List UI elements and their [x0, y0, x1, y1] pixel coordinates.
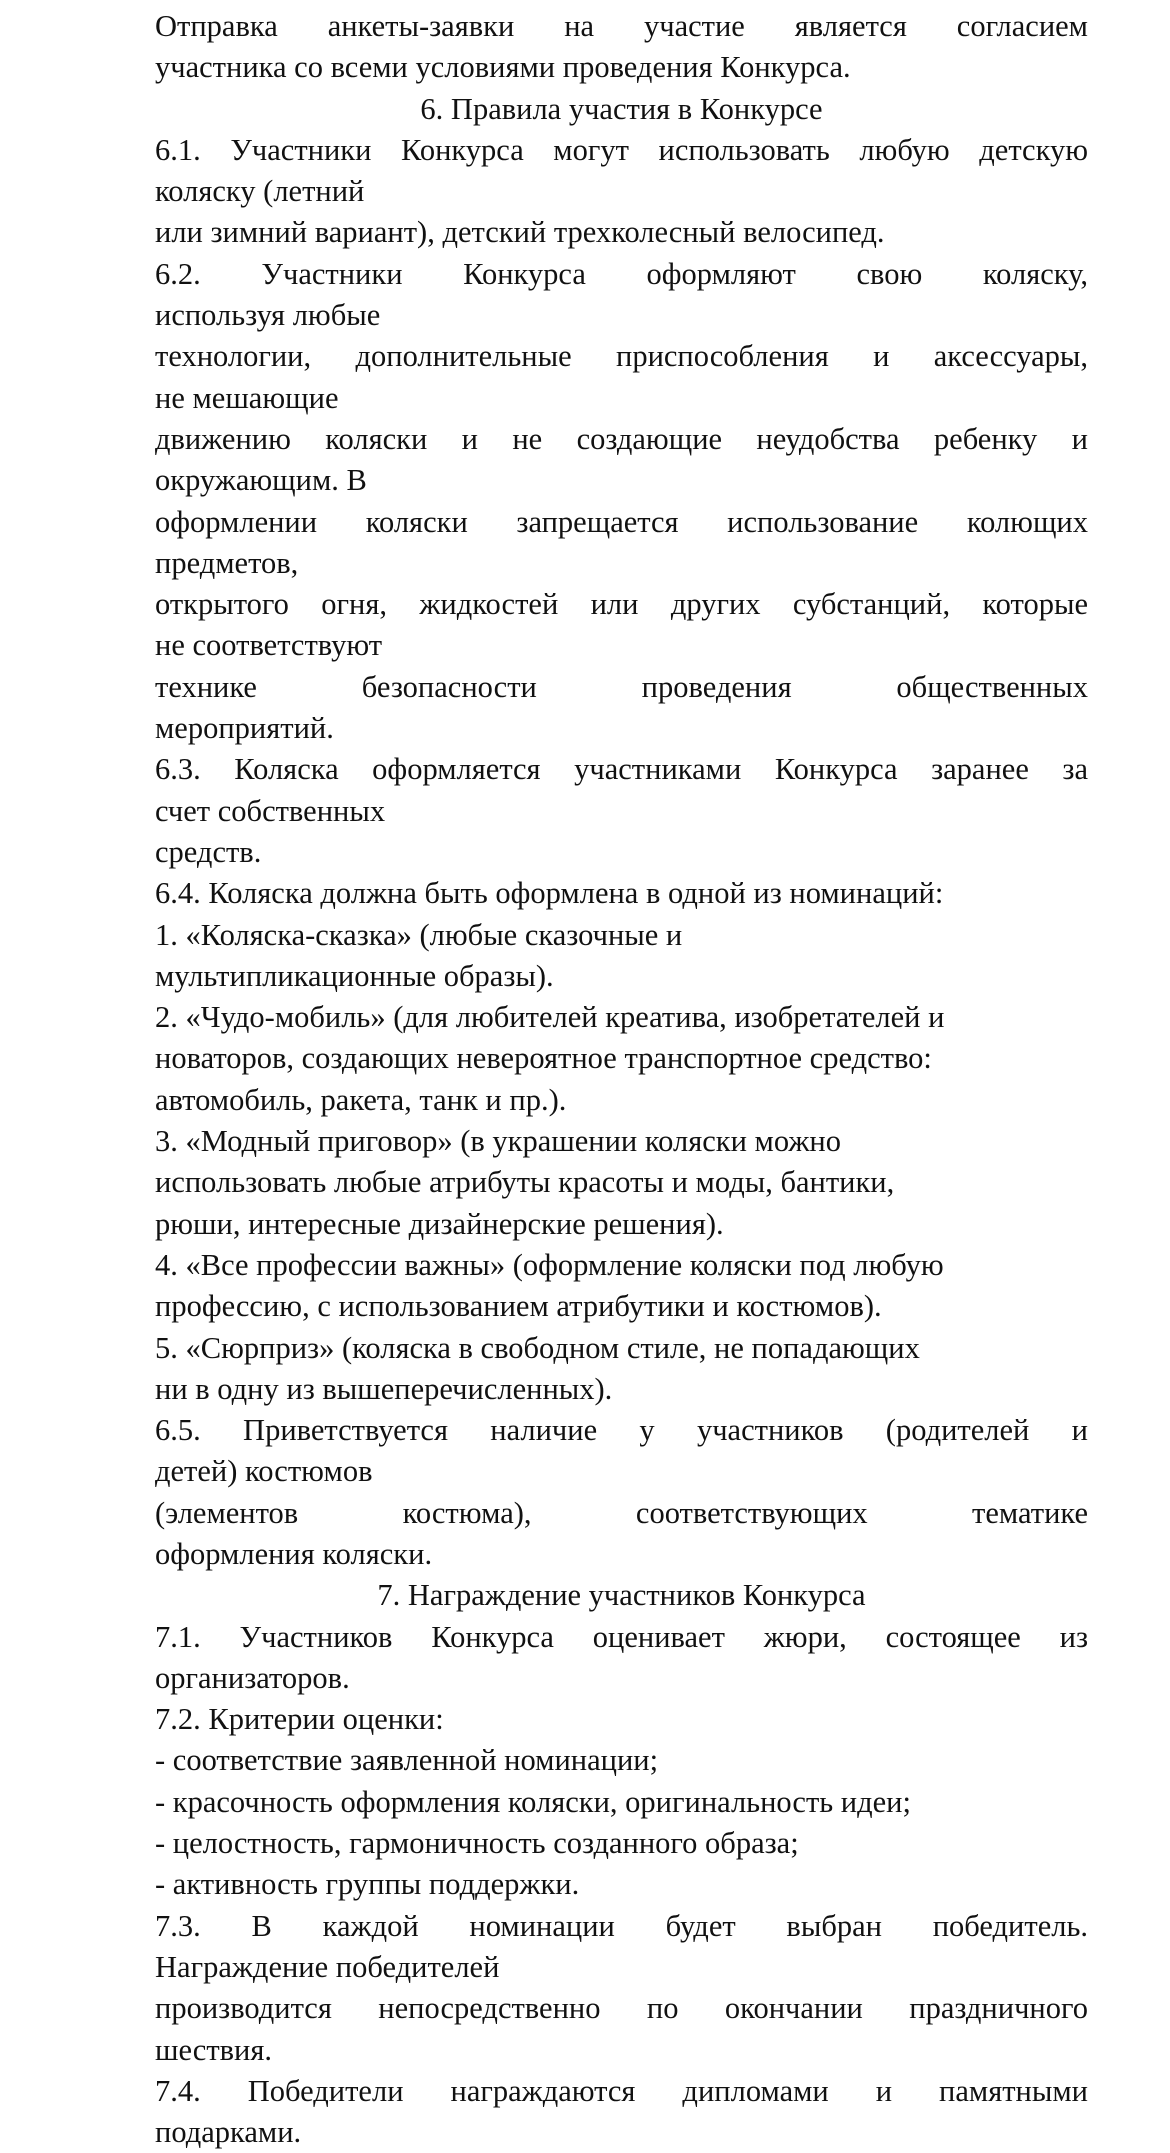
text-line: технике безопасности проведения общественных [155, 669, 1088, 704]
text-line: 7.1. Участников Конкурса оценивает жюри, состоящее из [155, 1619, 1088, 1654]
text-line: автомобиль, ракета, танк и пр.). [155, 1082, 567, 1117]
text-line: 7.2. Критерии оценки: [155, 1702, 444, 1737]
section-heading: 7. Награждение участников Конкурса [377, 1578, 866, 1613]
text-line: участника со всеми условиями проведения Конкурса. [155, 50, 851, 85]
text-line: мультипликационные образы). [155, 958, 554, 993]
text-line: новаторов, создающих невероятное транспортное средство: [155, 1041, 932, 1076]
text-line: - соответствие заявленной номинации; [155, 1743, 659, 1778]
text-line: средств. [155, 834, 262, 869]
text-line: не мешающие [155, 380, 339, 415]
text-line: Отправка анкеты-заявки на участие является согласием [155, 9, 1088, 43]
text-line: рюши, интересные дизайнерские решения). [155, 1206, 724, 1241]
text-line: - целостность, гармоничность созданного образа; [155, 1826, 799, 1861]
text-line: - активность группы поддержки. [155, 1867, 580, 1902]
text-line: производится непосредственно по окончании праздничного [155, 1991, 1088, 2026]
text-line: открытого огня, жидкостей или других субстанций, которые [155, 587, 1088, 622]
text-line: движению коляски и не создающие неудобства ребенку и [155, 421, 1088, 456]
text-line: 6.3. Коляска оформляется участниками Конкурса заранее за [155, 752, 1088, 787]
text-line: Награждение победителей [155, 1949, 500, 1984]
text-line: (элементов костюма), соответствующих тематике [155, 1495, 1088, 1530]
text-line: использовать любые атрибуты красоты и моды, бантики, [155, 1165, 895, 1200]
text-line: детей) костюмов [155, 1454, 373, 1489]
text-line: коляску (летний [155, 174, 365, 209]
text-line: 1. «Коляска-сказка» (любые сказочные и [155, 917, 683, 952]
text-line: оформлении коляски запрещается использование колющих [155, 504, 1088, 539]
text-line: 4. «Все профессии важны» (оформление коляски под любую [155, 1247, 944, 1282]
text-line: 6.4. Коляска должна быть оформлена в одной из номинаций: [155, 876, 944, 911]
text-line: счет собственных [155, 793, 386, 828]
text-line: - красочность оформления коляски, оригинальность идеи; [155, 1784, 911, 1819]
text-line: 6.5. Приветствуется наличие у участников (родителей и [155, 1413, 1088, 1448]
text-line: 6.1. Участники Конкурса могут использовать любую детскую [155, 132, 1088, 167]
text-line: ни в одну из вышеперечисленных). [155, 1371, 613, 1406]
text-line: 6.2. Участники Конкурса оформляют свою коляску, [155, 256, 1088, 291]
text-line: предметов, [155, 545, 299, 580]
text-line: организаторов. [155, 1660, 350, 1695]
text-line: 2. «Чудо-мобиль» (для любителей креатива, изобретателей и [155, 1000, 945, 1035]
text-line: или зимний вариант), детский трехколесный велосипед. [155, 215, 885, 250]
text-line: не соответствуют [155, 628, 383, 663]
text-line: используя любые [155, 298, 381, 333]
document-body [155, 6, 1088, 2153]
text-line: шествия. [155, 2032, 273, 2067]
text-line: технологии, дополнительные приспособления и аксессуары, [155, 339, 1088, 374]
text-line: профессию, с использованием атрибутики и костюмов). [155, 1289, 882, 1324]
text-line: подарками. [155, 2115, 302, 2150]
text-line: мероприятий. [155, 711, 334, 746]
text-line: оформления коляски. [155, 1536, 433, 1571]
text-line: 7.4. Победители награждаются дипломами и памятными [155, 2073, 1088, 2108]
text-line: 7.3. В каждой номинации будет выбран победитель. [155, 1908, 1088, 1943]
section-heading: 6. Правила участия в Конкурсе [420, 91, 823, 126]
text-line: 3. «Модный приговор» (в украшении коляски можно [155, 1124, 841, 1159]
text-line: окружающим. В [155, 463, 367, 498]
text-line: 5. «Сюрприз» (коляска в свободном стиле, не попадающих [155, 1330, 920, 1365]
